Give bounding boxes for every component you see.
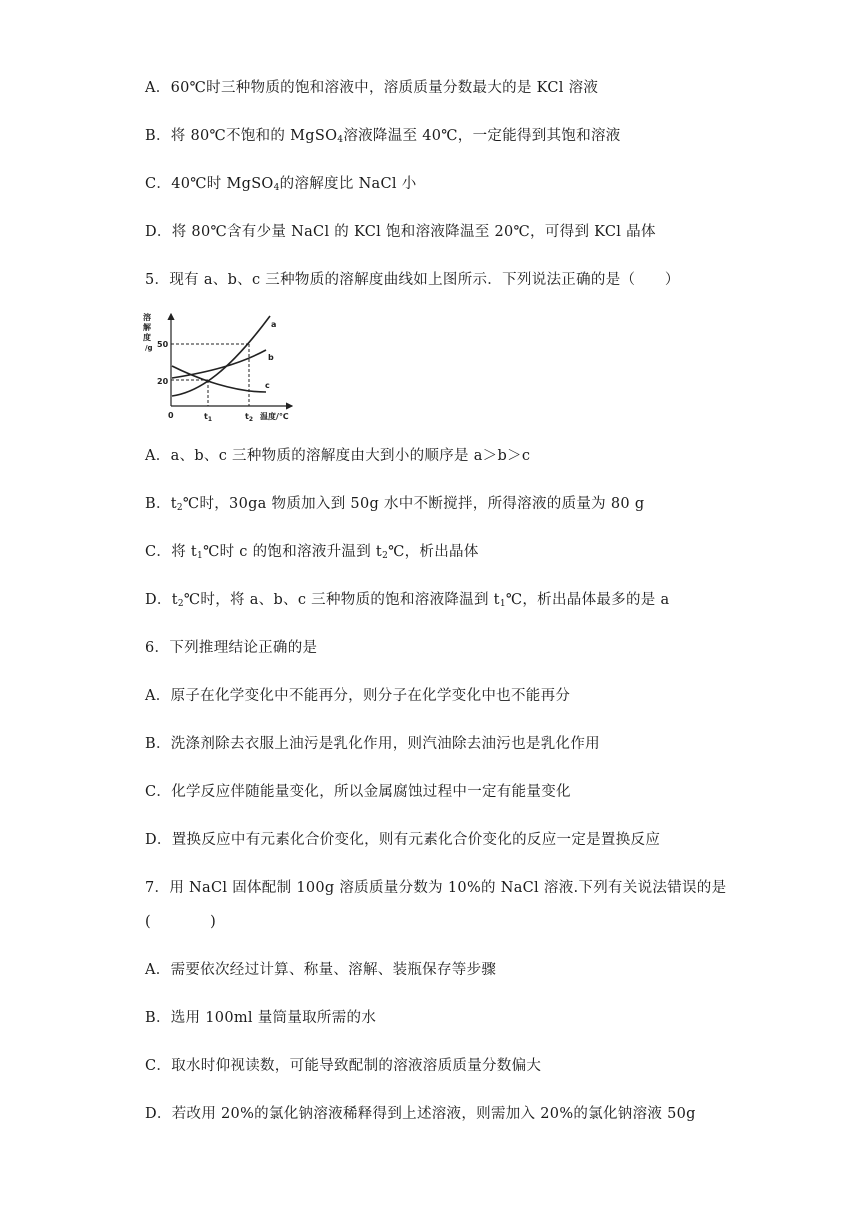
q5-stem: 5．现有 a、b、c 三种物质的溶解度曲线如上图所示．下列说法正确的是（ ）: [145, 272, 680, 288]
q6-option-a: A．原子在化学变化中不能再分，则分子在化学变化中也不能再分: [145, 688, 571, 704]
q5-option-d-post: ℃，析出晶体最多的是 a: [505, 592, 670, 608]
curve-b-label: b: [268, 353, 274, 362]
y-tick-20: 20: [157, 377, 169, 386]
q4-option-c: [145, 174, 417, 194]
curve-b: [172, 350, 266, 378]
t2-letter: t: [245, 412, 249, 421]
t2-label: [245, 412, 253, 423]
q6-option-d: D．置换反应中有元素化合价变化，则有元素化合价变化的反应一定是置换反应: [145, 832, 661, 848]
q4-option-c-sub: 4: [273, 183, 280, 193]
q5-option-b: [145, 494, 644, 514]
q5-option-c-sub2: 2: [382, 551, 389, 561]
q7-stem: 7．用 NaCl 固体配制 100g 溶质质量分数为 10%的 NaCl 溶液.下列有关说法错误的是: [145, 880, 727, 896]
q5-option-c-pre: C．将 t: [145, 544, 198, 560]
solubility-graph: [140, 308, 300, 428]
curve-c: [172, 366, 266, 392]
q4-option-b: [145, 126, 621, 146]
q7-option-c: C．取水时仰视读数，可能导致配制的溶液溶质质量分数偏大: [145, 1058, 542, 1074]
q4-option-c-post: 的溶解度比 NaCl 小: [279, 176, 417, 192]
ylabel-1: 溶: [143, 313, 151, 322]
q6-option-c: C．化学反应伴随能量变化，所以金属腐蚀过程中一定有能量变化: [145, 784, 571, 800]
q4-option-b-post: 溶液降温至 40℃，一定能得到其饱和溶液: [343, 128, 621, 144]
curve-a-label: a: [271, 320, 277, 329]
q5-option-b-sub: 2: [176, 503, 183, 513]
q4-option-b-pre: B．将 80℃不饱和的 MgSO: [145, 128, 338, 144]
q6-stem: 6．下列推理结论正确的是: [145, 640, 318, 656]
q5-option-d-sub2: 1: [499, 599, 506, 609]
q7-option-a: A．需要依次经过计算、称量、溶解、装瓶保存等步骤: [145, 962, 497, 978]
x-axis-label: 温度/℃: [260, 412, 289, 421]
ylabel-3: 度: [143, 333, 151, 342]
t1-letter: t: [204, 412, 208, 421]
q4-option-b-sub: 4: [337, 135, 344, 145]
q4-option-c-pre: C．40℃时 MgSO: [145, 176, 274, 192]
origin-label: 0: [168, 411, 174, 420]
q5-option-d-sub1: 2: [177, 599, 184, 609]
q7-option-d: D．若改用 20%的氯化钠溶液稀释得到上述溶液，则需加入 20%的氯化钠溶液 50g: [145, 1106, 696, 1122]
q5-option-c-post: ℃，析出晶体: [388, 544, 479, 560]
q7-option-b: B．选用 100ml 量筒量取所需的水: [145, 1010, 377, 1026]
q5-option-b-pre: B．t: [145, 496, 177, 512]
q5-option-d: [145, 590, 669, 610]
q5-option-b-post: ℃时，30ga 物质加入到 50g 水中不断搅拌，所得溶液的质量为 80 g: [182, 496, 645, 512]
q6-option-b: B．洗涤剂除去衣服上油污是乳化作用，则汽油除去油污也是乳化作用: [145, 736, 600, 752]
t1-sub: 1: [207, 416, 213, 423]
q5-option-c-sub1: 1: [197, 551, 204, 561]
q4-option-a: A．60℃时三种物质的饱和溶液中，溶质质量分数最大的是 KCl 溶液: [145, 80, 599, 96]
q5-option-a: A．a、b、c 三种物质的溶解度由大到小的顺序是 a＞b＞c: [145, 448, 531, 464]
t1-label: [204, 412, 212, 423]
y-tick-50: 50: [157, 340, 169, 349]
q5-option-c: [145, 542, 479, 562]
q5-option-c-mid: ℃时 c 的饱和溶液升温到 t: [203, 544, 383, 560]
curve-c-label: c: [265, 381, 270, 390]
ylabel-2: 解: [143, 323, 151, 332]
q4-option-d: D．将 80℃含有少量 NaCl 的 KCl 饱和溶液降温至 20℃，可得到 KCl 晶体: [145, 224, 656, 240]
ylabel-4: /g: [145, 344, 153, 352]
t2-sub: 2: [248, 416, 254, 423]
q5-option-d-mid: ℃时，将 a、b、c 三种物质的饱和溶液降温到 t: [183, 592, 500, 608]
q5-option-d-pre: D．t: [145, 592, 178, 608]
q7-answer-paren: ( ): [145, 914, 217, 930]
